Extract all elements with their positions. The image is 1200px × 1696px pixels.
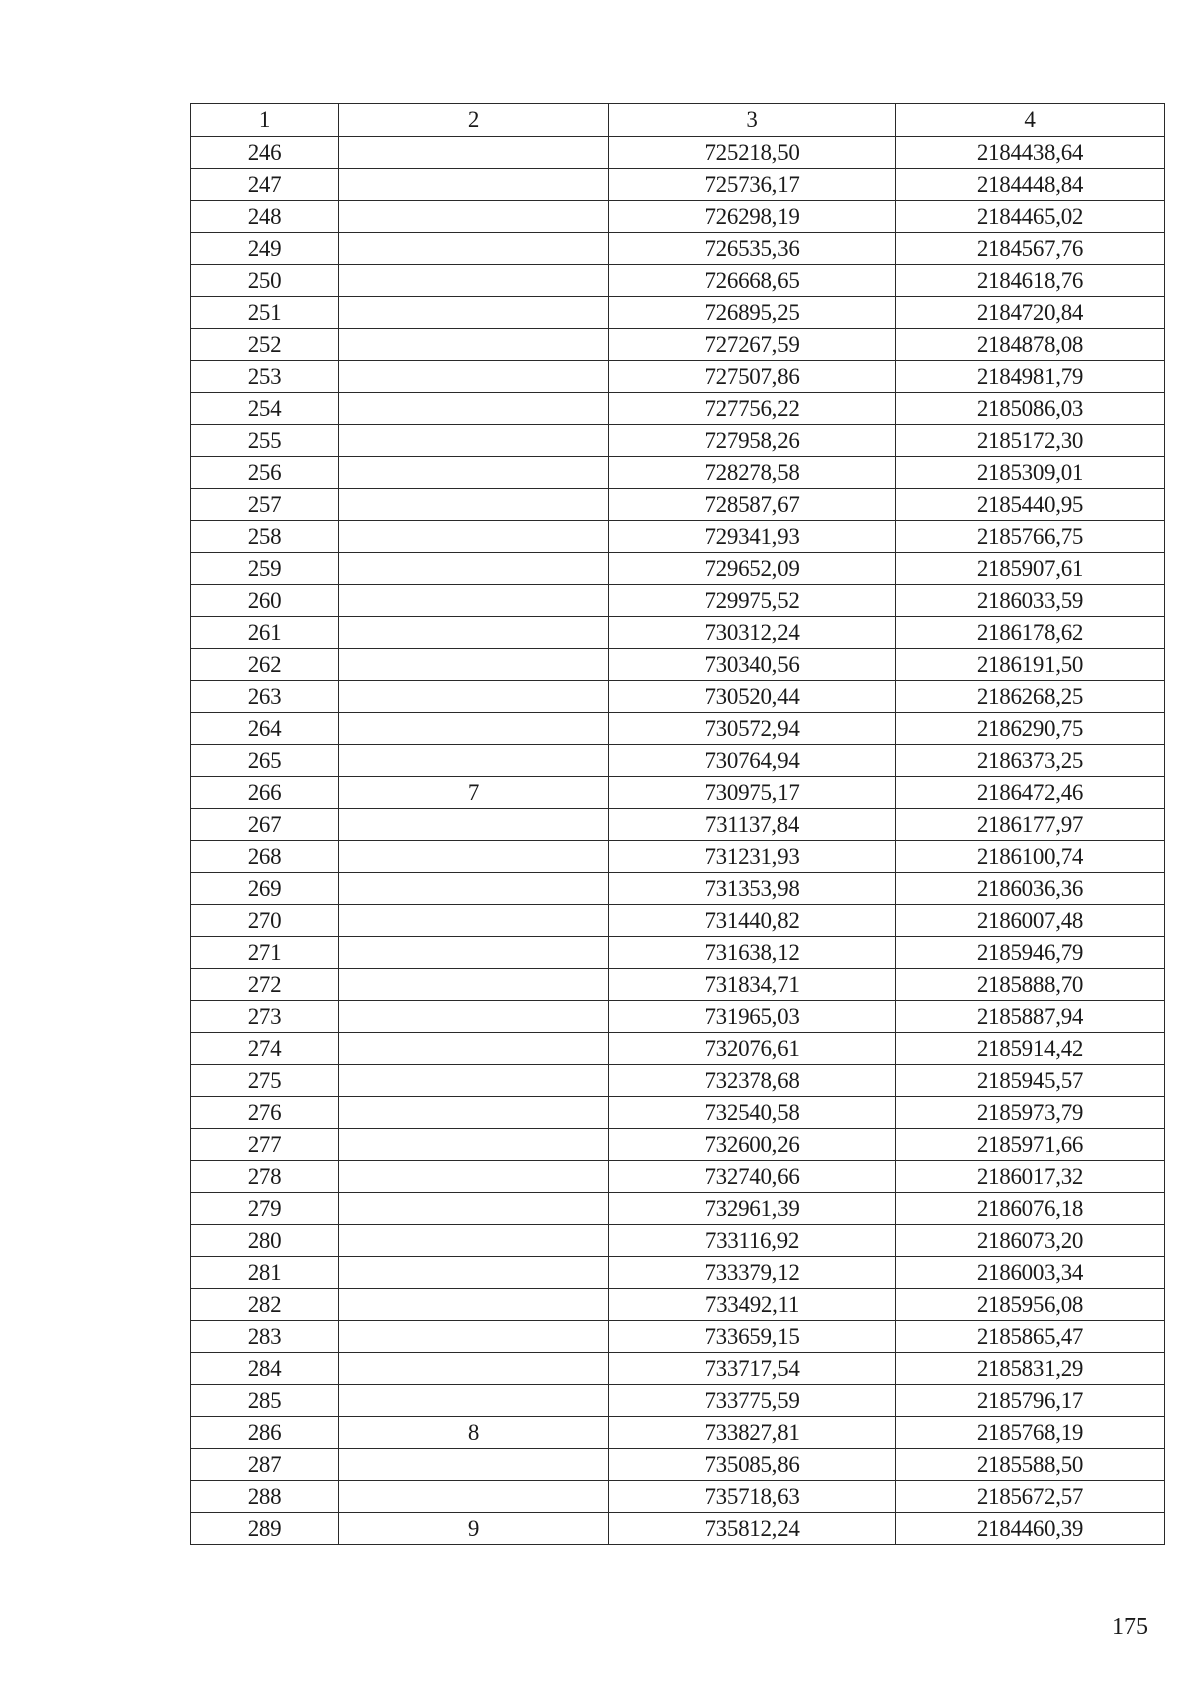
y-coordinate-cell: 2185907,61 <box>896 553 1165 585</box>
y-coordinate-cell: 2185914,42 <box>896 1033 1165 1065</box>
table-row <box>191 713 1165 745</box>
table-row <box>191 1417 1165 1449</box>
point-number-cell: 254 <box>191 393 339 425</box>
group-cell <box>339 905 609 937</box>
group-cell <box>339 1129 609 1161</box>
table-row <box>191 329 1165 361</box>
y-coordinate-cell: 2186036,36 <box>896 873 1165 905</box>
column-header-2: 2 <box>339 104 609 137</box>
x-coordinate-cell: 731440,82 <box>609 905 896 937</box>
table-row <box>191 649 1165 681</box>
table-row <box>191 1385 1165 1417</box>
point-number-cell: 273 <box>191 1001 339 1033</box>
y-coordinate-cell: 2186003,34 <box>896 1257 1165 1289</box>
y-coordinate-cell: 2184438,64 <box>896 137 1165 169</box>
x-coordinate-cell: 725218,50 <box>609 137 896 169</box>
x-coordinate-cell: 728278,58 <box>609 457 896 489</box>
x-coordinate-cell: 733379,12 <box>609 1257 896 1289</box>
group-cell <box>339 1193 609 1225</box>
group-cell <box>339 681 609 713</box>
point-number-cell: 264 <box>191 713 339 745</box>
y-coordinate-cell: 2186191,50 <box>896 649 1165 681</box>
group-cell <box>339 1033 609 1065</box>
x-coordinate-cell: 730975,17 <box>609 777 896 809</box>
coordinates-table <box>190 103 1165 1545</box>
table-row <box>191 969 1165 1001</box>
point-number-cell: 276 <box>191 1097 339 1129</box>
y-coordinate-cell: 2185946,79 <box>896 937 1165 969</box>
y-coordinate-cell: 2185440,95 <box>896 489 1165 521</box>
table-row <box>191 745 1165 777</box>
y-coordinate-cell: 2186177,97 <box>896 809 1165 841</box>
y-coordinate-cell: 2185887,94 <box>896 1001 1165 1033</box>
y-coordinate-cell: 2185766,75 <box>896 521 1165 553</box>
y-coordinate-cell: 2185888,70 <box>896 969 1165 1001</box>
y-coordinate-cell: 2184448,84 <box>896 169 1165 201</box>
table-row <box>191 521 1165 553</box>
point-number-cell: 281 <box>191 1257 339 1289</box>
group-cell: 7 <box>339 777 609 809</box>
group-cell <box>339 809 609 841</box>
table-row <box>191 937 1165 969</box>
point-number-cell: 279 <box>191 1193 339 1225</box>
table-row <box>191 1065 1165 1097</box>
group-cell <box>339 521 609 553</box>
point-number-cell: 286 <box>191 1417 339 1449</box>
group-cell <box>339 585 609 617</box>
table-row <box>191 553 1165 585</box>
group-cell <box>339 1097 609 1129</box>
y-coordinate-cell: 2186290,75 <box>896 713 1165 745</box>
column-header-4: 4 <box>896 104 1165 137</box>
table-row <box>191 1001 1165 1033</box>
group-cell <box>339 873 609 905</box>
y-coordinate-cell: 2184465,02 <box>896 201 1165 233</box>
y-coordinate-cell: 2185865,47 <box>896 1321 1165 1353</box>
page-number: 175 <box>1112 1614 1148 1640</box>
x-coordinate-cell: 732961,39 <box>609 1193 896 1225</box>
point-number-cell: 262 <box>191 649 339 681</box>
y-coordinate-cell: 2186472,46 <box>896 777 1165 809</box>
group-cell <box>339 1385 609 1417</box>
y-coordinate-cell: 2185588,50 <box>896 1449 1165 1481</box>
table-row <box>191 617 1165 649</box>
column-header-1: 1 <box>191 104 339 137</box>
group-cell <box>339 969 609 1001</box>
table-row <box>191 681 1165 713</box>
group-cell <box>339 265 609 297</box>
y-coordinate-cell: 2185831,29 <box>896 1353 1165 1385</box>
y-coordinate-cell: 2186100,74 <box>896 841 1165 873</box>
group-cell <box>339 1065 609 1097</box>
x-coordinate-cell: 730312,24 <box>609 617 896 649</box>
x-coordinate-cell: 733775,59 <box>609 1385 896 1417</box>
x-coordinate-cell: 732076,61 <box>609 1033 896 1065</box>
y-coordinate-cell: 2185956,08 <box>896 1289 1165 1321</box>
x-coordinate-cell: 733492,11 <box>609 1289 896 1321</box>
point-number-cell: 248 <box>191 201 339 233</box>
group-cell <box>339 489 609 521</box>
point-number-cell: 247 <box>191 169 339 201</box>
x-coordinate-cell: 727958,26 <box>609 425 896 457</box>
table-row <box>191 201 1165 233</box>
point-number-cell: 266 <box>191 777 339 809</box>
group-cell <box>339 1289 609 1321</box>
x-coordinate-cell: 730520,44 <box>609 681 896 713</box>
table-row <box>191 1129 1165 1161</box>
y-coordinate-cell: 2184460,39 <box>896 1513 1165 1545</box>
x-coordinate-cell: 735812,24 <box>609 1513 896 1545</box>
group-cell <box>339 457 609 489</box>
y-coordinate-cell: 2185971,66 <box>896 1129 1165 1161</box>
x-coordinate-cell: 732740,66 <box>609 1161 896 1193</box>
x-coordinate-cell: 733659,15 <box>609 1321 896 1353</box>
y-coordinate-cell: 2184981,79 <box>896 361 1165 393</box>
y-coordinate-cell: 2184720,84 <box>896 297 1165 329</box>
group-cell <box>339 329 609 361</box>
y-coordinate-cell: 2184878,08 <box>896 329 1165 361</box>
x-coordinate-cell: 726298,19 <box>609 201 896 233</box>
table-row <box>191 1161 1165 1193</box>
group-cell <box>339 841 609 873</box>
point-number-cell: 272 <box>191 969 339 1001</box>
y-coordinate-cell: 2185086,03 <box>896 393 1165 425</box>
y-coordinate-cell: 2186007,48 <box>896 905 1165 937</box>
point-number-cell: 258 <box>191 521 339 553</box>
x-coordinate-cell: 729652,09 <box>609 553 896 585</box>
x-coordinate-cell: 731834,71 <box>609 969 896 1001</box>
point-number-cell: 278 <box>191 1161 339 1193</box>
group-cell <box>339 297 609 329</box>
point-number-cell: 255 <box>191 425 339 457</box>
point-number-cell: 256 <box>191 457 339 489</box>
column-header-3: 3 <box>609 104 896 137</box>
table-body <box>191 137 1165 1545</box>
group-cell <box>339 233 609 265</box>
table-row <box>191 777 1165 809</box>
table-row <box>191 1353 1165 1385</box>
point-number-cell: 271 <box>191 937 339 969</box>
table-row <box>191 1321 1165 1353</box>
point-number-cell: 277 <box>191 1129 339 1161</box>
point-number-cell: 268 <box>191 841 339 873</box>
point-number-cell: 251 <box>191 297 339 329</box>
point-number-cell: 284 <box>191 1353 339 1385</box>
header-row <box>191 104 1165 137</box>
x-coordinate-cell: 733717,54 <box>609 1353 896 1385</box>
point-number-cell: 275 <box>191 1065 339 1097</box>
x-coordinate-cell: 731231,93 <box>609 841 896 873</box>
table-row <box>191 361 1165 393</box>
point-number-cell: 270 <box>191 905 339 937</box>
point-number-cell: 274 <box>191 1033 339 1065</box>
group-cell <box>339 649 609 681</box>
point-number-cell: 269 <box>191 873 339 905</box>
table-row <box>191 169 1165 201</box>
x-coordinate-cell: 735718,63 <box>609 1481 896 1513</box>
table-row <box>191 905 1165 937</box>
x-coordinate-cell: 725736,17 <box>609 169 896 201</box>
group-cell <box>339 1449 609 1481</box>
x-coordinate-cell: 726895,25 <box>609 297 896 329</box>
group-cell <box>339 169 609 201</box>
point-number-cell: 263 <box>191 681 339 713</box>
group-cell <box>339 1161 609 1193</box>
y-coordinate-cell: 2185768,19 <box>896 1417 1165 1449</box>
group-cell <box>339 1001 609 1033</box>
group-cell <box>339 937 609 969</box>
y-coordinate-cell: 2186017,32 <box>896 1161 1165 1193</box>
x-coordinate-cell: 731137,84 <box>609 809 896 841</box>
point-number-cell: 253 <box>191 361 339 393</box>
group-cell <box>339 713 609 745</box>
point-number-cell: 288 <box>191 1481 339 1513</box>
x-coordinate-cell: 733827,81 <box>609 1417 896 1449</box>
group-cell <box>339 617 609 649</box>
group-cell: 8 <box>339 1417 609 1449</box>
y-coordinate-cell: 2185973,79 <box>896 1097 1165 1129</box>
table-row <box>191 393 1165 425</box>
x-coordinate-cell: 728587,67 <box>609 489 896 521</box>
y-coordinate-cell: 2186178,62 <box>896 617 1165 649</box>
x-coordinate-cell: 732540,58 <box>609 1097 896 1129</box>
group-cell <box>339 425 609 457</box>
x-coordinate-cell: 730764,94 <box>609 745 896 777</box>
x-coordinate-cell: 727507,86 <box>609 361 896 393</box>
x-coordinate-cell: 732600,26 <box>609 1129 896 1161</box>
group-cell <box>339 393 609 425</box>
y-coordinate-cell: 2185796,17 <box>896 1385 1165 1417</box>
x-coordinate-cell: 735085,86 <box>609 1449 896 1481</box>
table-row <box>191 265 1165 297</box>
table-row <box>191 809 1165 841</box>
y-coordinate-cell: 2186268,25 <box>896 681 1165 713</box>
y-coordinate-cell: 2186033,59 <box>896 585 1165 617</box>
x-coordinate-cell: 731638,12 <box>609 937 896 969</box>
x-coordinate-cell: 732378,68 <box>609 1065 896 1097</box>
y-coordinate-cell: 2186073,20 <box>896 1225 1165 1257</box>
point-number-cell: 261 <box>191 617 339 649</box>
group-cell <box>339 1257 609 1289</box>
group-cell <box>339 553 609 585</box>
group-cell <box>339 1481 609 1513</box>
point-number-cell: 289 <box>191 1513 339 1545</box>
group-cell <box>339 745 609 777</box>
table-row <box>191 137 1165 169</box>
table-row <box>191 1097 1165 1129</box>
y-coordinate-cell: 2185945,57 <box>896 1065 1165 1097</box>
table-row <box>191 1033 1165 1065</box>
point-number-cell: 285 <box>191 1385 339 1417</box>
point-number-cell: 259 <box>191 553 339 585</box>
point-number-cell: 250 <box>191 265 339 297</box>
table-row <box>191 1289 1165 1321</box>
table-row <box>191 1225 1165 1257</box>
x-coordinate-cell: 733116,92 <box>609 1225 896 1257</box>
point-number-cell: 282 <box>191 1289 339 1321</box>
y-coordinate-cell: 2185672,57 <box>896 1481 1165 1513</box>
x-coordinate-cell: 726668,65 <box>609 265 896 297</box>
x-coordinate-cell: 730340,56 <box>609 649 896 681</box>
point-number-cell: 265 <box>191 745 339 777</box>
x-coordinate-cell: 731353,98 <box>609 873 896 905</box>
group-cell <box>339 1225 609 1257</box>
group-cell <box>339 361 609 393</box>
x-coordinate-cell: 727756,22 <box>609 393 896 425</box>
x-coordinate-cell: 731965,03 <box>609 1001 896 1033</box>
y-coordinate-cell: 2184618,76 <box>896 265 1165 297</box>
table-row <box>191 297 1165 329</box>
table-row <box>191 841 1165 873</box>
table-row <box>191 489 1165 521</box>
group-cell <box>339 201 609 233</box>
table-row <box>191 233 1165 265</box>
x-coordinate-cell: 729975,52 <box>609 585 896 617</box>
y-coordinate-cell: 2184567,76 <box>896 233 1165 265</box>
table-row <box>191 1481 1165 1513</box>
table-row <box>191 1449 1165 1481</box>
group-cell <box>339 1321 609 1353</box>
table-row <box>191 457 1165 489</box>
x-coordinate-cell: 730572,94 <box>609 713 896 745</box>
point-number-cell: 249 <box>191 233 339 265</box>
table-row <box>191 1257 1165 1289</box>
group-cell <box>339 137 609 169</box>
table-row <box>191 873 1165 905</box>
table-row <box>191 585 1165 617</box>
y-coordinate-cell: 2185172,30 <box>896 425 1165 457</box>
table-header <box>191 104 1165 137</box>
point-number-cell: 267 <box>191 809 339 841</box>
x-coordinate-cell: 727267,59 <box>609 329 896 361</box>
group-cell <box>339 1353 609 1385</box>
x-coordinate-cell: 726535,36 <box>609 233 896 265</box>
y-coordinate-cell: 2186373,25 <box>896 745 1165 777</box>
x-coordinate-cell: 729341,93 <box>609 521 896 553</box>
point-number-cell: 260 <box>191 585 339 617</box>
point-number-cell: 252 <box>191 329 339 361</box>
point-number-cell: 283 <box>191 1321 339 1353</box>
y-coordinate-cell: 2185309,01 <box>896 457 1165 489</box>
table-row <box>191 1193 1165 1225</box>
point-number-cell: 246 <box>191 137 339 169</box>
table-row <box>191 1513 1165 1545</box>
y-coordinate-cell: 2186076,18 <box>896 1193 1165 1225</box>
point-number-cell: 287 <box>191 1449 339 1481</box>
point-number-cell: 280 <box>191 1225 339 1257</box>
group-cell: 9 <box>339 1513 609 1545</box>
table-row <box>191 425 1165 457</box>
point-number-cell: 257 <box>191 489 339 521</box>
